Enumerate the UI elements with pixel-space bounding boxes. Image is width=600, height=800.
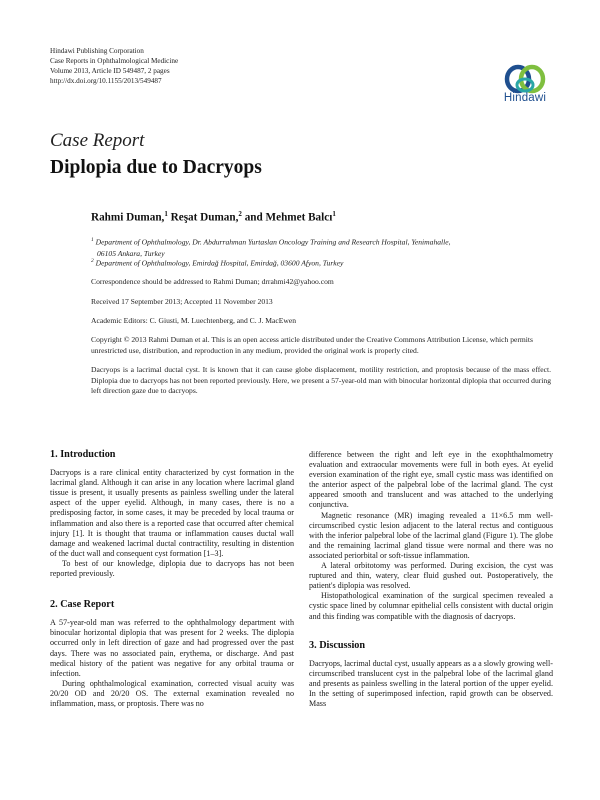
section-heading: 3. Discussion [309, 639, 366, 651]
doi-link[interactable]: http://dx.doi.org/10.1155/2013/549487 [50, 77, 162, 85]
author-name: and Mehmet Balcı [244, 211, 333, 224]
received-accepted-dates: Received 17 September 2013; Accepted 11 November 2013 [91, 297, 273, 306]
article-title: Diplopia due to Dacryops [50, 157, 262, 178]
academic-editors: Academic Editors: C. Giusti, M. Luechtenberg, and C. J. MacEwen [91, 316, 297, 325]
journal-header [50, 46, 178, 86]
left-column [50, 450, 294, 709]
correspondence: Correspondence should be addressed to Rahmi Duman; drrahmi42@yahoo.com [91, 277, 334, 286]
author-affiliation-number: 1 [332, 210, 336, 218]
section-heading: 2. Case Report [50, 599, 115, 611]
journal-name: Case Reports in Ophthalmological Medicine [50, 57, 179, 65]
author-affiliation-number: 1 [164, 210, 168, 218]
paragraph: During ophthalmological examination, corrected visual acuity was 20/20 OD and 20/20 OS. The external examination revealed no inflammation, mass, or proptosis. There was no [50, 678, 294, 708]
copyright-notice: Copyright © 2013 Rahmi Duman et al. This is an open access article distributed under the Creative Commons Attribution License, which permits unrestricted use, distribution, and reproduction in any medium, provided the original work is properly cited. [91, 335, 533, 355]
paragraph: Histopathological examination of the surgical specimen revealed a cystic space lined by columnar epithelial cells consistent with ductal origin and this finding was compatible with the diagnosis of dacryops. [309, 591, 553, 621]
author-affiliation-number: 2 [238, 210, 242, 218]
volume-info: Volume 2013, Article ID 549487, 2 pages [50, 67, 170, 75]
publisher-name: Hindawi Publishing Corporation [50, 47, 144, 55]
affiliation-1: $^1$ Department of Ophthalmology, Dr. Abdurrahman Yurtaslan Oncology Training and Research Hospital, Yenimahalle, 06105 Ankara, Turkey [91, 237, 451, 258]
author-name: Reşat Duman, [170, 211, 239, 224]
paragraph: Dacryops is a rare clinical entity characterized by cyst formation in the lacrimal gland. Although it can arise in any location where lacrimal gland tissue is present, it usually presents as painless swelling under the lateral aspect of the upper eyelid. Although, in many cases, there is no a predisposing factor, in some cases, it may be preceded by local trauma or inflammation and also there is a reported case that occurred after chemical injury [1]. It is thought that trauma or inflammation causes ductal wall damage and weakened lacrimal ductal contractility, resulting in distention of the duct wall and consequent cyst formation [1–3]. [50, 468, 294, 558]
author-list [91, 210, 336, 224]
paragraph: A lateral orbitotomy was performed. During excision, the cyst was ruptured and thin, watery, clear fluid gushed out. Postoperatively, the patient's diplopia was resolved. [309, 561, 553, 591]
hindawi-logo-text: Hindawi [503, 92, 547, 104]
paragraph: To best of our knowledge, diplopia due to dacryops has not been reported previously. [50, 558, 294, 579]
abstract: Dacryops is a lacrimal ductal cyst. It is known that it can cause globe displacement, motility restriction, and proptosis because of the mass effect. Diplopia due to dacryops has not been reported previously. Here, we present a 57-year-old man with binocular horizontal diplopia that occurred during left direction gaze due to dacryops. [91, 365, 551, 395]
affiliation-2: $^2$ Department of Ophthalmology, Emirdağ Hospital, Emirdağ, 03600 Afyon, Turkey [91, 258, 344, 268]
paragraph: Magnetic resonance (MR) imaging revealed a 11×6.5 mm well-circumscribed cystic lesion adjacent to the lateral rectus and contiguous with the inferior palpebral lobe of the lacrimal gland (Figure 1). The globe and the remaining lacrimal gland tissue were normal and there was no associated periorbital or soft-tissue inflammation. [309, 510, 553, 560]
author-name: Rahmi Duman, [91, 211, 165, 224]
article-type: Case Report [50, 130, 145, 151]
section-heading: 1. Introduction [50, 449, 116, 460]
paragraph: Dacryops, lacrimal ductal cyst, usually appears as a a slowly growing well-circumscribed translucent cyst in the palpebral lobe of the lacrimal gland and presents as painless swelling in the lateral portion of the upper eyelid. In the setting of superimposed infection, rapid growth can be observed. Mass [309, 658, 553, 709]
paragraph: A 57-year-old man was referred to the ophthalmology department with binocular horizontal diplopia that was present for 2 weeks. The diplopia occurred only in left direction of gaze and had progressed over the past days. There was no associated pain, erythema, or discharge. And past medical history of the patient was negative for any orbital trauma or infection. [50, 618, 294, 678]
right-column [309, 450, 553, 709]
paragraph: difference between the right and left eye in the exophthalmometry evaluation and extraocular movements were full in both eyes. At eyelid eversion examination of the right eye, small cystic mass was identified on the anterior aspect of the palpebral lobe of the lacrimal gland. The cyst appeared smooth and translucent and was attached to the underlying conjunctiva. [309, 450, 553, 510]
